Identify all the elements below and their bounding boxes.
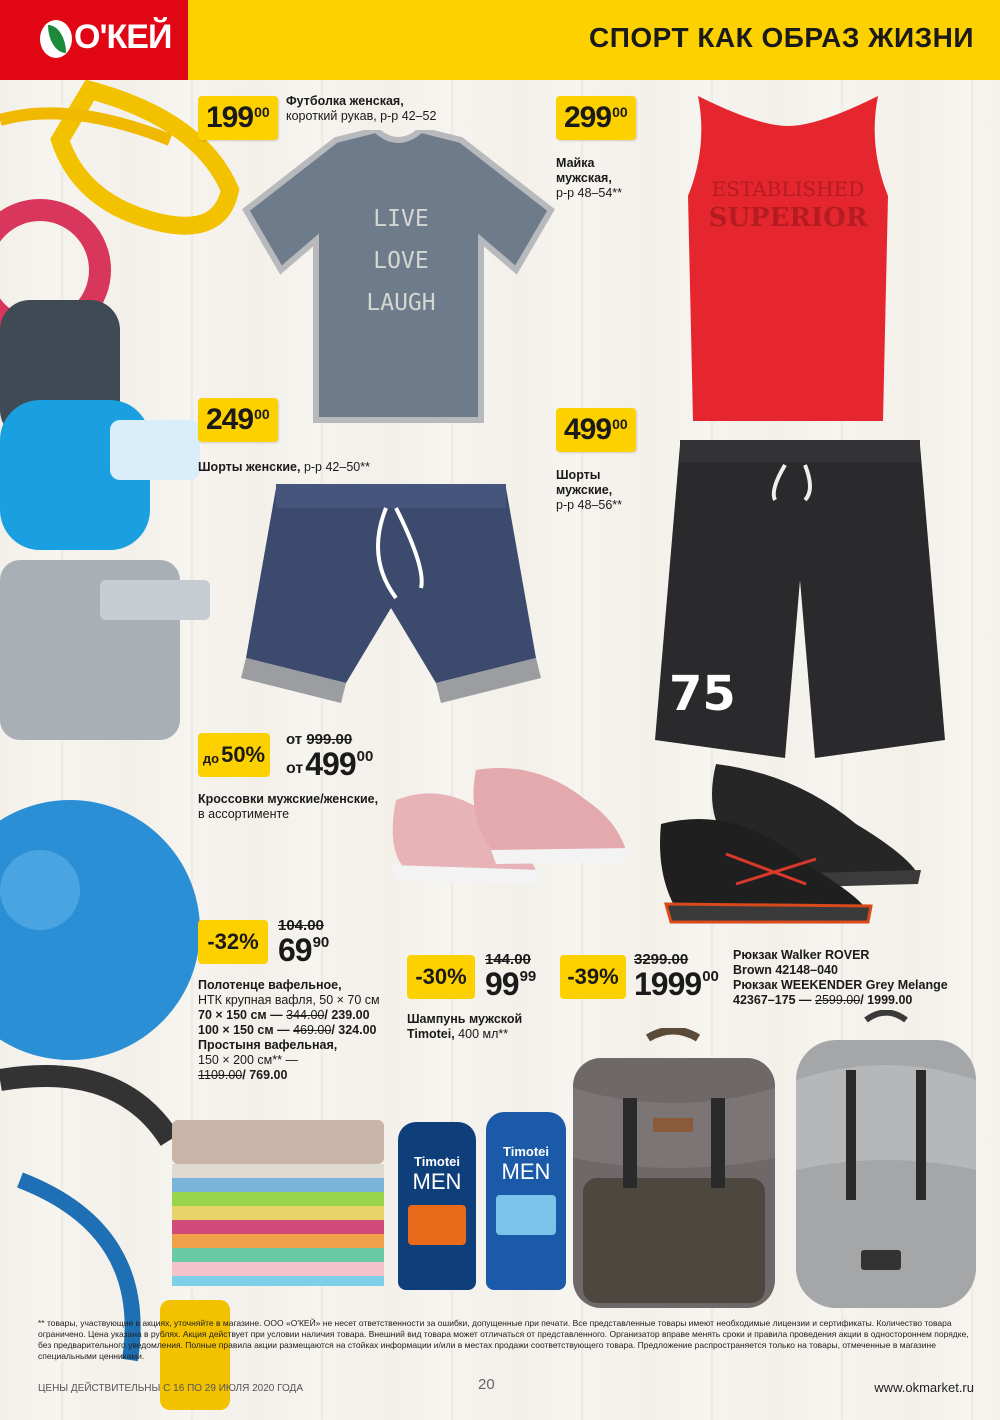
price-decimal: 00 [612, 416, 628, 432]
towels-stack-image[interactable] [172, 1120, 384, 1300]
discount-value: -30% [415, 964, 467, 989]
shorts-women-description [198, 460, 448, 475]
size2-old-price: 469.00 [293, 1023, 332, 1037]
sneakers-discount-badge [198, 733, 270, 777]
sneakers-black-image[interactable] [656, 764, 926, 924]
backpack-description [733, 948, 993, 1008]
price-decimal: 00 [254, 104, 270, 120]
product-brand: Timotei, [407, 1027, 455, 1041]
sneakers-pink-image[interactable] [386, 760, 636, 890]
product-detail: НТК крупная вафля, 50 × 70 см [198, 993, 380, 1007]
product-name: Шорты женские, [198, 460, 301, 474]
svg-text:SUPERIOR: SUPERIOR [708, 203, 868, 233]
backpack-walker-image[interactable] [563, 1028, 785, 1310]
backpack-discount-badge [560, 955, 626, 999]
price-decimal: 90 [312, 934, 330, 951]
old-price-value: 104.00 [278, 917, 324, 934]
size1-old-price: 344.00 [286, 1008, 325, 1022]
backpack-new-price [634, 968, 719, 1000]
product-name-2: мужские, [556, 483, 613, 497]
product-detail: р-р 48–56** [556, 498, 623, 512]
size1-new-price: / 239.00 [324, 1008, 370, 1022]
size2-label: 100 × 150 см — [198, 1023, 290, 1037]
price-decimal: 00 [702, 968, 719, 985]
price-integer: 499 [564, 413, 612, 446]
shampoo-bottles-image[interactable] [398, 1112, 568, 1290]
price-integer: 99 [485, 966, 519, 1002]
shampoo-description [407, 1012, 567, 1042]
price-integer: 499 [305, 746, 356, 782]
website-link[interactable]: www.okmarket.ru [874, 1380, 974, 1395]
shampoo-new-price [485, 968, 536, 1000]
product-name: Полотенце вафельное, [198, 978, 342, 992]
bottle-brand-2: Timotei [503, 1144, 549, 1159]
tank-description [556, 156, 676, 201]
tshirt-print-line-3: LAUGH [366, 290, 436, 316]
tshirt-print-line-2: LOVE [373, 248, 429, 274]
product-name-1: Майка [556, 156, 595, 170]
product-name: Футболка женская, [286, 94, 404, 108]
price-decimal: 00 [356, 748, 374, 765]
product-name: Шампунь мужской [407, 1012, 523, 1026]
backpack-line-4-old: 2599.00 [815, 993, 861, 1007]
backpack-line-4-code: 42367–175 — [733, 993, 812, 1007]
product-detail: короткий рукав, р-р 42–52 [286, 109, 437, 123]
price-integer: 299 [564, 101, 612, 134]
discount-value: -39% [567, 964, 619, 989]
backpack-line-1: Рюкзак Walker ROVER [733, 948, 870, 962]
shorts-women-price-tag [198, 398, 278, 442]
product-detail: в ассортименте [198, 807, 290, 821]
old-price-value: 144.00 [485, 951, 531, 968]
tank-top-men-image[interactable] [678, 86, 898, 426]
price-decimal: 00 [612, 104, 628, 120]
old-price-value: 3299.00 [634, 951, 689, 968]
product-detail: р-р 48–54** [556, 186, 623, 200]
product-detail: 400 мл** [454, 1027, 509, 1041]
sheet-old-price: 1109.00 [198, 1068, 243, 1082]
price-decimal: 99 [519, 968, 537, 985]
header-bar [0, 0, 1000, 80]
price-integer: 1999 [634, 966, 702, 1002]
validity-period: ЦЕНЫ ДЕЙСТВИТЕЛЬНЫ С 16 ПО 29 ИЮЛЯ 2020 ГОДА [38, 1383, 303, 1394]
backpack-weekender-image[interactable] [786, 1010, 986, 1310]
discount-value: 50% [221, 742, 266, 767]
product-name-1: Шорты [556, 468, 601, 482]
tank-price-tag [556, 96, 636, 140]
shampoo-discount-badge [407, 955, 475, 999]
shorts-women-image[interactable] [236, 478, 546, 703]
towel-discount-badge [198, 920, 268, 964]
bottle-brand-1: Timotei [414, 1154, 460, 1169]
towel-new-price [278, 934, 329, 966]
backpack-line-2: Brown 42148–040 [733, 963, 838, 977]
discount-prefix: до [202, 750, 220, 766]
size2-new-price: / 324.00 [331, 1023, 377, 1037]
tshirt-women-image[interactable] [236, 130, 561, 430]
tshirt-description [286, 94, 486, 124]
towel-description [198, 978, 408, 1083]
bottle-line-2: MEN [501, 1159, 551, 1184]
size1-label: 70 × 150 см — [198, 1008, 283, 1022]
logo-text: О'КЕЙ [74, 18, 172, 56]
price-integer: 199 [206, 101, 254, 134]
new-price-prefix: от [286, 760, 304, 777]
svg-text:ESTABLISHED: ESTABLISHED [711, 177, 865, 201]
shorts-print-number: 75 [669, 666, 736, 722]
tshirt-print-line-1: LIVE [373, 206, 429, 232]
sheet-size: 150 × 200 см** — [198, 1053, 298, 1067]
page-number: 20 [478, 1376, 495, 1393]
legal-disclaimer: ** товары, участвующие в акциях, уточняйте в магазине. ООО «О'КЕЙ» не несет ответственности за ошибки, допущенные при печати. Все представленные товары имеют необходимые лицензии и сертификаты. Количество товара ограничено. Цена указана в рублях. Акция действует при условии наличия товара. Внешний вид товара может отличаться от представленного. Организатор вправе менять сроки и правила проведения акции в одностороннем порядке, без предварительного уведомления. Полные правила акции размещаются на стойках информации и/или в местах продажи соответствующего товара. Предложение распространяется только на товары, отмеченные в магазине специальными ценниками. [38, 1318, 969, 1361]
sneakers-new-price [286, 748, 373, 780]
price-integer: 69 [278, 932, 312, 968]
shorts-men-price-tag [556, 408, 636, 452]
bottle-line-1: MEN [412, 1169, 462, 1194]
product-detail: р-р 42–50** [300, 460, 370, 474]
old-price-value: 999.00 [306, 731, 353, 748]
shorts-men-image[interactable] [655, 440, 950, 760]
price-decimal: 00 [254, 406, 270, 422]
backpack-line-4-new: / 1999.00 [860, 993, 913, 1007]
okey-logo[interactable] [0, 0, 188, 80]
old-price-prefix: от [286, 731, 303, 748]
discount-value: -32% [207, 929, 259, 954]
leaf-icon [40, 20, 72, 58]
page-title: СПОРТ КАК ОБРАЗ ЖИЗНИ [589, 22, 974, 53]
shorts-men-description [556, 468, 666, 513]
sheet-name: Простыня вафельная, [198, 1038, 338, 1052]
product-name-2: мужская, [556, 171, 612, 185]
backpack-line-3: Рюкзак WEEKENDER Grey Melange [733, 978, 948, 992]
product-name: Кроссовки мужские/женские, [198, 792, 379, 806]
sheet-new-price: / 769.00 [242, 1068, 288, 1082]
price-integer: 249 [206, 403, 254, 436]
